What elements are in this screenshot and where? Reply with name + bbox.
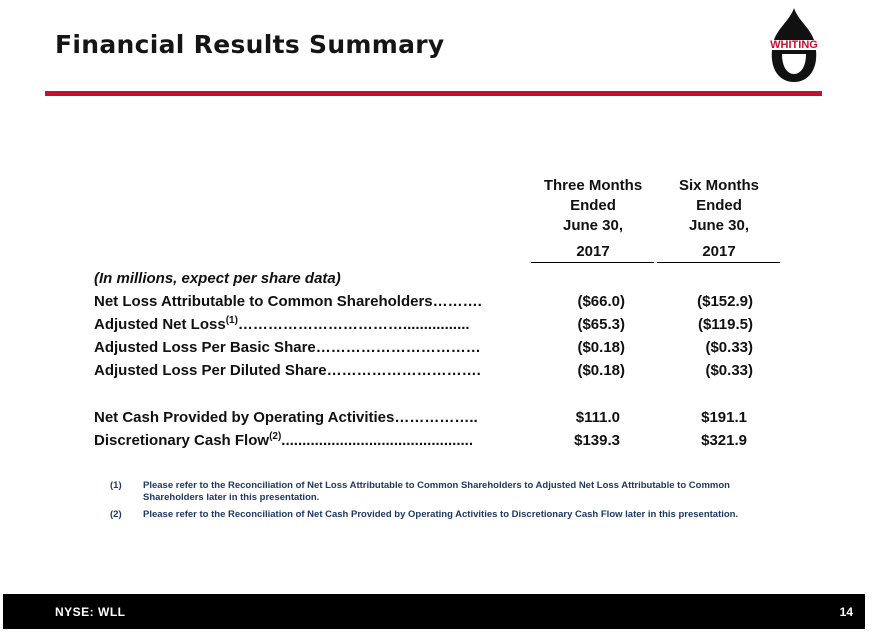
units-note: (In millions, expect per share data) [94,270,341,287]
col2-underline [657,262,780,263]
logo-drop-bottom [772,50,817,82]
col2-line1: Six Months [678,177,759,194]
row-value-6m: ($0.33) [705,362,753,379]
col1-underline [531,262,654,263]
row-value-6m: $191.1 [701,409,747,426]
row-label: Discretionary Cash Flow$^{(2)}$.............................................. [94,431,474,449]
row-value-6m: ($119.5) [697,316,753,333]
header-divider [45,91,822,96]
page-number: 14 [839,605,853,619]
row-label: Net Loss Attributable to Common Shareholders………. [94,293,482,310]
footer-bar [3,594,865,629]
footnote-number: (1) [110,480,122,491]
row-label: Adjusted Loss Per Diluted Share…………………………. [94,362,481,379]
col2-line3: June 30, [688,217,750,234]
row-value-3m: $139.3 [574,432,620,449]
logo-text: WHITING [770,39,818,51]
row-value-3m: ($65.3) [577,316,625,333]
footnote-number: (2) [110,509,122,520]
row-value-6m: ($0.33) [705,339,753,356]
row-value-3m: ($66.0) [577,293,625,310]
footnote-text: Please refer to the Reconciliation of Net Loss Attributable to Common Shareholders to Adjusted Net Loss Attributable to Common Shareholders later in this presentation. [143,480,730,503]
row-label: Adjusted Net Loss$^{(1)}$……………………………................ [94,315,470,333]
col2-line2: Ended [696,197,742,214]
footnote-1 [110,480,750,506]
row-value-6m: ($152.9) [697,293,753,310]
row-label: Net Cash Provided by Operating Activities…………….. [94,409,478,426]
footnote-text: Please refer to the Reconciliation of Net Cash Provided by Operating Activities to Discretionary Cash Flow later in this presentation. [143,509,739,520]
whiting-logo [762,6,826,90]
ticker-symbol: NYSE: WLL [55,605,126,619]
page-title: Financial Results Summary [55,30,445,59]
row-value-6m: $321.9 [701,432,747,449]
footnote-ref: (2) [269,431,282,442]
column-header-six-months [657,176,781,262]
logo-drop-shape [774,8,814,40]
row-label: Adjusted Loss Per Basic Share…………………………… [94,339,481,356]
col2-year: 2017 [702,243,736,260]
column-header-three-months [531,176,655,262]
col1-year: 2017 [576,243,610,260]
row-value-3m: ($0.18) [577,362,625,379]
col1-line2: Ended [570,197,616,214]
footnote-2 [110,509,750,535]
row-value-3m: ($0.18) [577,339,625,356]
col1-line3: June 30, [562,217,624,234]
row-value-3m: $111.0 [575,409,620,426]
footnote-ref: (1) [225,315,238,326]
col1-line1: Three Months [543,177,643,194]
